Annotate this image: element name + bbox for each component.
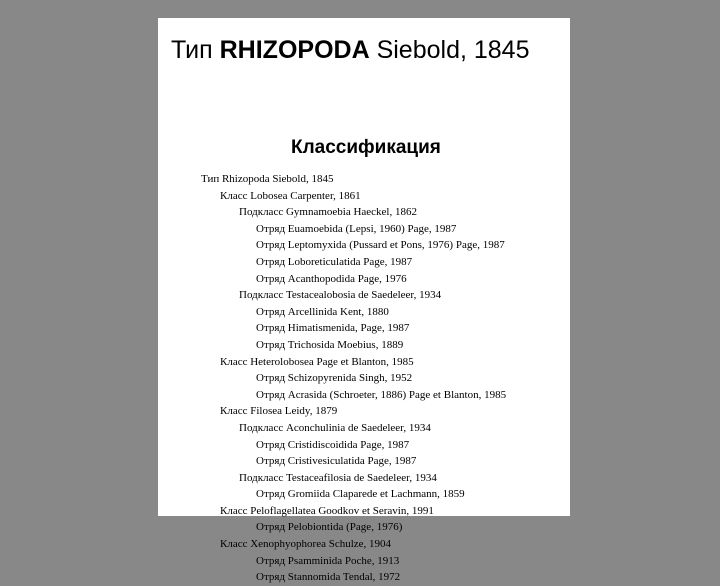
classification-entry: Класс Peloflagellatea Goodkov et Seravin, 1991 xyxy=(220,504,434,517)
classification-entry: Подкласс Gymnamoebia Haeckel, 1862 xyxy=(239,206,417,219)
classification-entry: Отряд Acanthopodida Page, 1976 xyxy=(256,272,407,285)
classification-entry: Класс Heterolobosea Page et Blanton, 1985 xyxy=(220,355,414,368)
classification-entry: Подкласс Testacealobosia de Saedeleer, 1934 xyxy=(239,289,442,302)
classification-entry: Отряд Trichosida Moebius, 1889 xyxy=(256,338,404,351)
classification-entry: Отряд Leptomyxida (Pussard et Pons, 1976) Page, 1987 xyxy=(256,239,505,252)
classification-entry: Отряд Psamminida Poche, 1913 xyxy=(256,554,400,567)
classification-entry: Отряд Himatismenida, Page, 1987 xyxy=(256,322,410,335)
classification-entry: Отряд Cristivesiculatida Page, 1987 xyxy=(256,455,417,468)
classification-entry: Отряд Schizopyrenida Singh, 1952 xyxy=(256,372,413,385)
classification-entry: Отряд Pelobiontida (Page, 1976) xyxy=(256,521,403,534)
title-taxon-name: RHIZOPODA xyxy=(219,36,370,64)
classification-list xyxy=(158,171,570,586)
classification-entry: Тип Rhizopoda Siebold, 1845 xyxy=(201,173,334,185)
classification-entry: Отряд Arcellinida Kent, 1880 xyxy=(256,305,389,318)
slide-title xyxy=(171,35,561,65)
classification-entry: Класс Filosea Leidy, 1879 xyxy=(220,405,338,418)
classification-entry: Подкласс Testaceafilosia de Saedeleer, 1934 xyxy=(239,471,437,484)
classification-entry: Отряд Stannomida Tendal, 1972 xyxy=(256,571,401,584)
slide-subtitle: Классификация xyxy=(291,137,441,158)
title-prefix: Тип xyxy=(171,36,220,64)
classification-entry: Отряд Cristidiscoidida Page, 1987 xyxy=(256,438,410,451)
slide-page xyxy=(158,18,570,584)
classification-entry: Отряд Euamoebida (Lepsi, 1960) Page, 1987 xyxy=(256,222,457,235)
classification-entry: Отряд Gromiida Claparede et Lachmann, 1859 xyxy=(256,488,465,501)
classification-entry: Отряд Loboreticulatida Page, 1987 xyxy=(256,255,413,268)
classification-entry: Подкласс Aconchulinia de Saedeleer, 1934 xyxy=(239,421,431,434)
classification-entry: Класс Lobosea Carpenter, 1861 xyxy=(220,189,361,202)
title-author-year: Siebold, 1845 xyxy=(369,36,530,64)
classification-entry: Отряд Acrasida (Schroeter, 1886) Page et Blanton, 1985 xyxy=(256,388,507,401)
classification-entry: Класс Xenophyophorea Schulze, 1904 xyxy=(220,538,392,551)
